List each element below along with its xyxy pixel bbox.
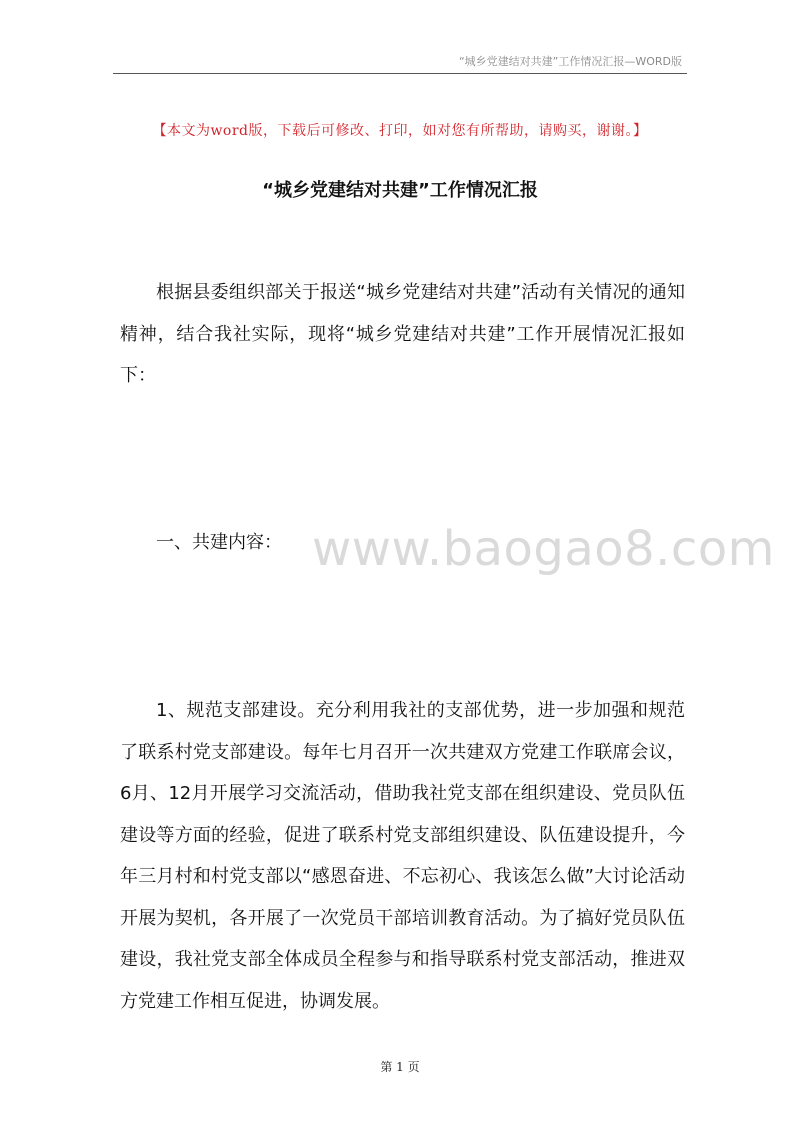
document-title: “城乡党建结对共建”工作情况汇报 <box>262 180 538 201</box>
download-notice: 【本文为word版，下载后可修改、打印，如对您有所帮助，请购买，谢谢。】 <box>152 123 648 139</box>
page-number: 第 1 页 <box>380 1060 420 1074</box>
watermark: www.baogao8.com <box>312 521 775 577</box>
running-header: “城乡党建结对共建”工作情况汇报—WORD版 <box>458 55 682 68</box>
section-heading: 一、共建内容： <box>156 532 282 553</box>
header-divider <box>113 73 687 74</box>
intro-paragraph: 根据县委组织部关于报送“城乡党建结对共建”活动有关情况的通知精神，结合我社实际，现将“城乡党建结对共建”工作开展情况汇报如下： <box>120 282 685 386</box>
item-1-paragraph: 1、规范支部建设。充分利用我社的支部优势，进一步加强和规范了联系村党支部建设。每年七月召开一次共建双方党建工作联席会议，6月、12月开展学习交流活动，借助我社党支部在组织建设、党员队伍建设等方面的经验，促进了联系村党支部组织建设、队伍建设提升，今年三月村和村党支部以“感恩奋进、不忘初心、我该怎么做”大讨论活动开展为契机，各开展了一次党员干部培训教育活动。为了搞好党员队伍建设，我社党支部全体成员全程参与和指导联系村党支部活动，推进双方党建工作相互促进，协调发展。 <box>120 700 685 1012</box>
